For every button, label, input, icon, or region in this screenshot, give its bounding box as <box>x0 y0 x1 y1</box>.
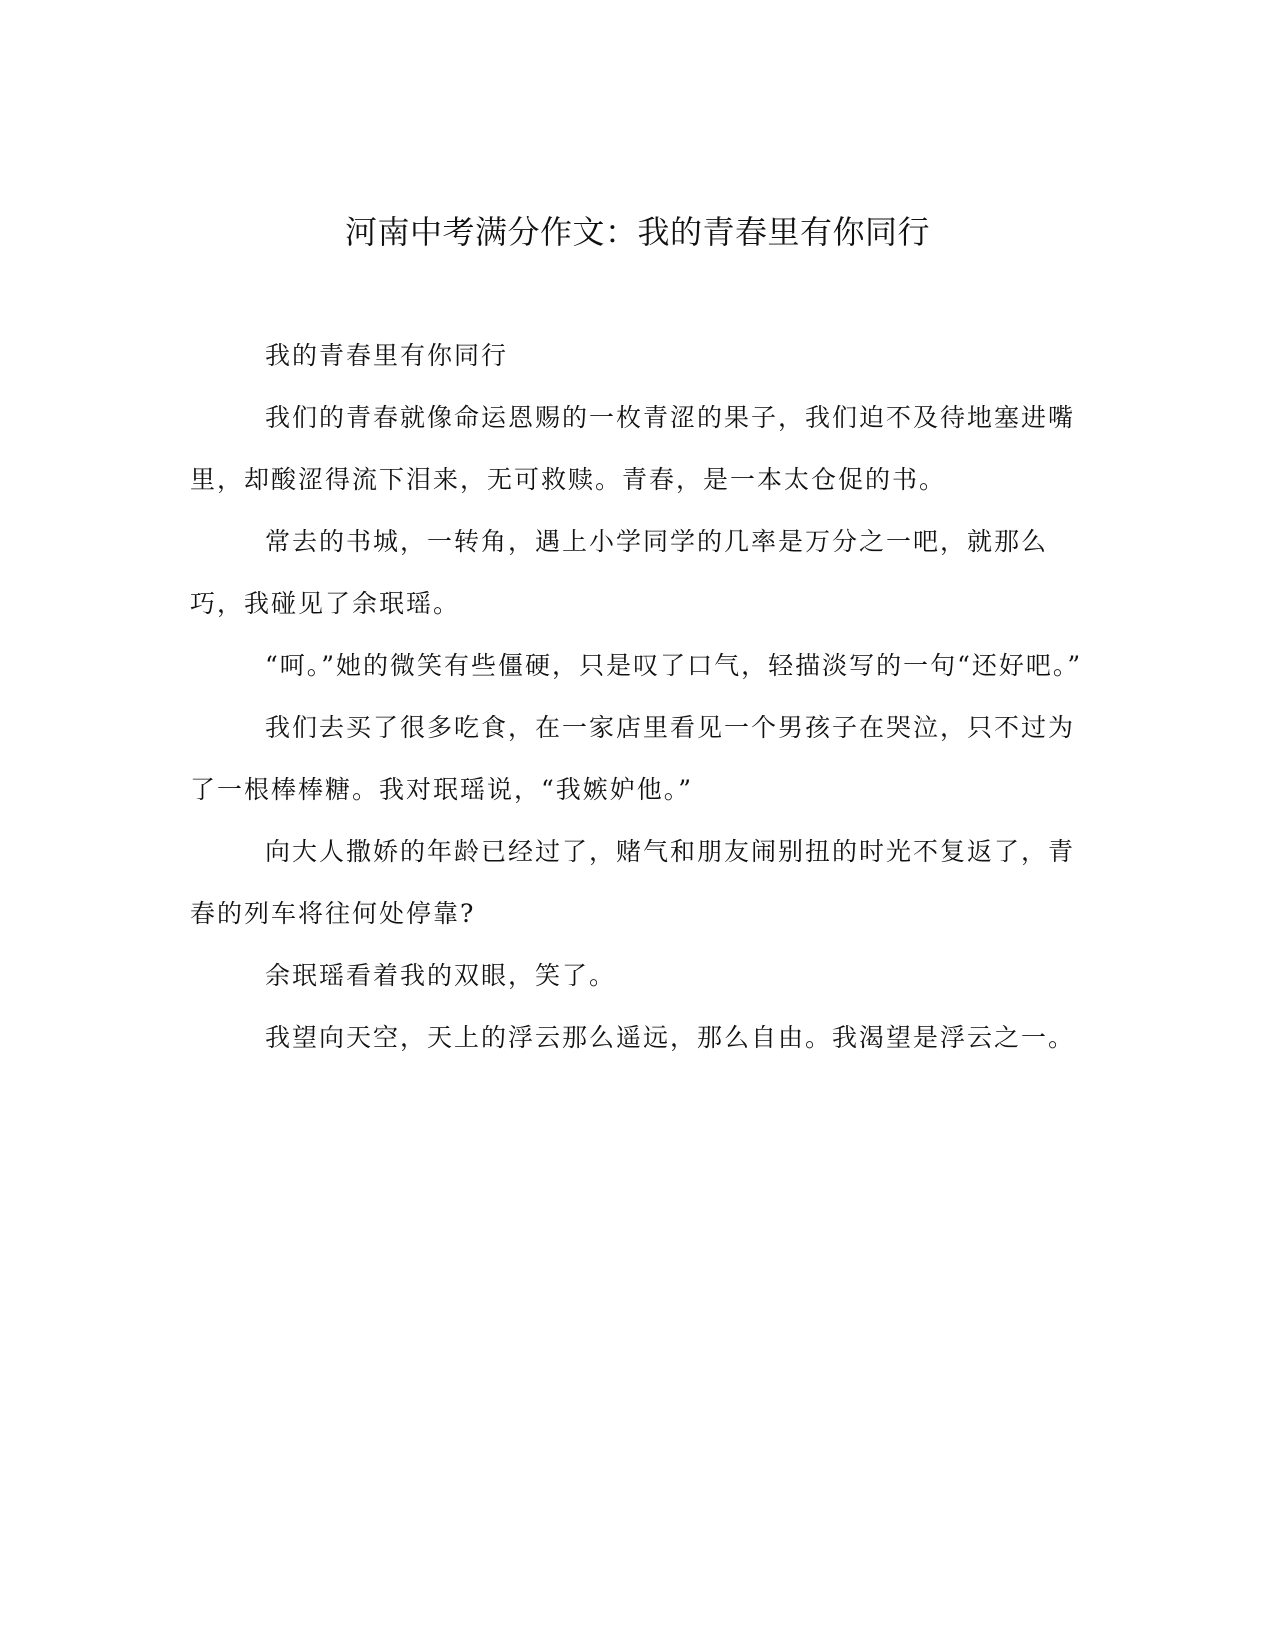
paragraph: 余珉瑶看着我的双眼，笑了。 <box>265 961 617 990</box>
paragraph: “呵。”她的微笑有些僵硬，只是叹了口气，轻描淡写的一句“还好吧。” <box>265 651 1083 680</box>
paragraph: 我望向天空，天上的浮云那么遥远，那么自由。我渴望是浮云之一。 <box>265 1023 1076 1052</box>
paragraph: 常去的书城，一转角，遇上小学同学的几率是万分之一吧，就那么巧，我碰见了余珉瑶。 <box>190 527 1049 618</box>
paragraph: 向大人撒娇的年龄已经过了，赌气和朋友闹别扭的时光不复返了，青春的列车将往何处停靠? <box>190 837 1076 928</box>
paragraph-subtitle: 我的青春里有你同行 <box>265 341 509 370</box>
paragraph: 我们去买了很多吃食，在一家店里看见一个男孩子在哭泣，只不过为了一根棒棒糖。我对珉瑶说，“我嫉妒他。” <box>190 713 1076 804</box>
document-title: 河南中考满分作文：我的青春里有你同行 <box>344 213 930 251</box>
paragraph: 我们的青春就像命运恩赐的一枚青涩的果子，我们迫不及待地塞进嘴里，却酸涩得流下泪来，无可救赎。青春，是一本太仓促的书。 <box>190 403 1076 494</box>
document-body <box>190 325 1085 1069</box>
